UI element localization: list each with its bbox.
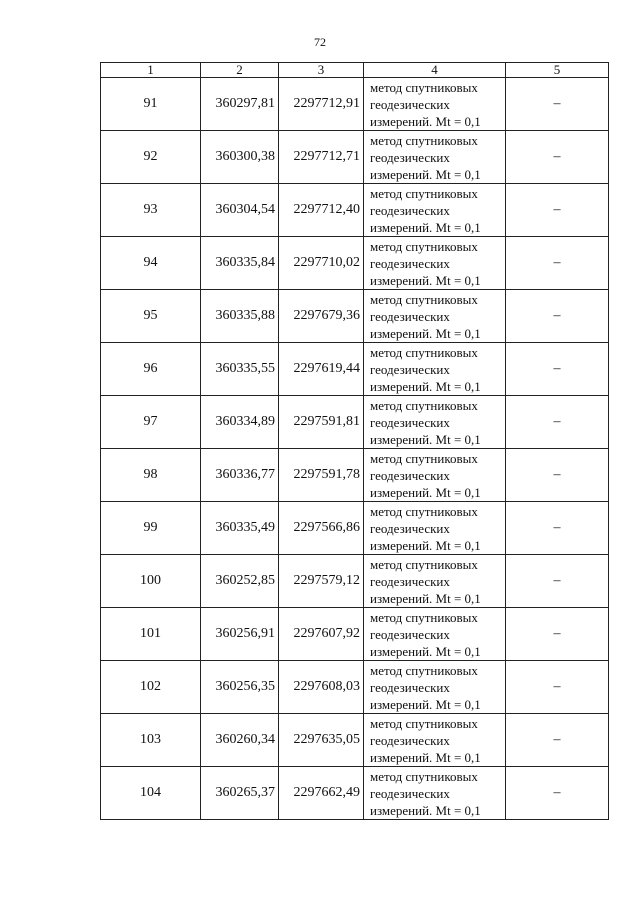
method-line: измерений. Mt = 0,1 bbox=[370, 643, 481, 659]
table-row bbox=[101, 767, 609, 820]
table-row bbox=[101, 237, 609, 290]
table-row bbox=[101, 714, 609, 767]
table-row bbox=[101, 608, 609, 661]
coordinate-y: 2297608,03 bbox=[279, 661, 364, 714]
table-row bbox=[101, 396, 609, 449]
coordinate-x: 360304,54 bbox=[201, 184, 279, 237]
method-description bbox=[364, 661, 506, 714]
table-row bbox=[101, 184, 609, 237]
coordinate-y: 2297566,86 bbox=[279, 502, 364, 555]
coordinate-x: 360256,91 bbox=[201, 608, 279, 661]
coordinate-x: 360260,34 bbox=[201, 714, 279, 767]
method-line: метод спутниковых bbox=[370, 609, 478, 625]
method-line: метод спутниковых bbox=[370, 450, 478, 466]
point-number: 102 bbox=[101, 661, 201, 714]
method-line: геодезических bbox=[370, 520, 450, 536]
method-line: метод спутниковых bbox=[370, 132, 478, 148]
coordinate-y: 2297712,40 bbox=[279, 184, 364, 237]
table-row bbox=[101, 290, 609, 343]
method-line: геодезических bbox=[370, 414, 450, 430]
method-line: метод спутниковых bbox=[370, 291, 478, 307]
method-line: измерений. Mt = 0,1 bbox=[370, 537, 481, 553]
note-cell: – bbox=[506, 449, 609, 502]
method-line: геодезических bbox=[370, 626, 450, 642]
method-description bbox=[364, 502, 506, 555]
coordinate-x: 360335,84 bbox=[201, 237, 279, 290]
coordinate-y: 2297710,02 bbox=[279, 237, 364, 290]
point-number: 97 bbox=[101, 396, 201, 449]
method-line: измерений. Mt = 0,1 bbox=[370, 378, 481, 394]
method-line: метод спутниковых bbox=[370, 79, 478, 95]
note-cell: – bbox=[506, 714, 609, 767]
page-number: 72 bbox=[314, 35, 326, 49]
method-description bbox=[364, 78, 506, 131]
method-line: геодезических bbox=[370, 308, 450, 324]
table-row bbox=[101, 449, 609, 502]
coordinate-y: 2297712,91 bbox=[279, 78, 364, 131]
point-number: 100 bbox=[101, 555, 201, 608]
coordinate-y: 2297607,92 bbox=[279, 608, 364, 661]
coordinate-y: 2297619,44 bbox=[279, 343, 364, 396]
coordinate-x: 360252,85 bbox=[201, 555, 279, 608]
method-line: измерений. Mt = 0,1 bbox=[370, 272, 481, 288]
coordinate-x: 360256,35 bbox=[201, 661, 279, 714]
point-number: 96 bbox=[101, 343, 201, 396]
note-cell: – bbox=[506, 78, 609, 131]
method-line: измерений. Mt = 0,1 bbox=[370, 590, 481, 606]
table-row bbox=[101, 78, 609, 131]
method-line: метод спутниковых bbox=[370, 503, 478, 519]
coordinate-y: 2297679,36 bbox=[279, 290, 364, 343]
point-number: 101 bbox=[101, 608, 201, 661]
method-line: геодезических bbox=[370, 785, 450, 801]
method-line: измерений. Mt = 0,1 bbox=[370, 219, 481, 235]
note-cell: – bbox=[506, 661, 609, 714]
coordinate-x: 360334,89 bbox=[201, 396, 279, 449]
method-line: геодезических bbox=[370, 679, 450, 695]
note-cell: – bbox=[506, 131, 609, 184]
method-line: геодезических bbox=[370, 467, 450, 483]
method-description bbox=[364, 714, 506, 767]
method-line: метод спутниковых bbox=[370, 556, 478, 572]
note-cell: – bbox=[506, 608, 609, 661]
method-line: геодезических bbox=[370, 732, 450, 748]
method-description bbox=[364, 449, 506, 502]
point-number: 92 bbox=[101, 131, 201, 184]
method-description bbox=[364, 237, 506, 290]
point-number: 95 bbox=[101, 290, 201, 343]
method-description bbox=[364, 290, 506, 343]
method-description bbox=[364, 184, 506, 237]
coordinate-x: 360297,81 bbox=[201, 78, 279, 131]
note-cell: – bbox=[506, 343, 609, 396]
method-line: геодезических bbox=[370, 361, 450, 377]
method-line: метод спутниковых bbox=[370, 238, 478, 254]
point-number: 98 bbox=[101, 449, 201, 502]
note-cell: – bbox=[506, 184, 609, 237]
coordinate-y: 2297635,05 bbox=[279, 714, 364, 767]
coordinate-y: 2297662,49 bbox=[279, 767, 364, 820]
table-row bbox=[101, 661, 609, 714]
method-line: геодезических bbox=[370, 255, 450, 271]
method-description bbox=[364, 396, 506, 449]
point-number: 104 bbox=[101, 767, 201, 820]
column-header-4: 4 bbox=[364, 63, 506, 78]
note-cell: – bbox=[506, 237, 609, 290]
point-number: 94 bbox=[101, 237, 201, 290]
note-cell: – bbox=[506, 555, 609, 608]
method-description bbox=[364, 608, 506, 661]
method-line: измерений. Mt = 0,1 bbox=[370, 113, 481, 129]
method-line: метод спутниковых bbox=[370, 715, 478, 731]
table-row bbox=[101, 555, 609, 608]
coordinate-x: 360335,88 bbox=[201, 290, 279, 343]
method-line: измерений. Mt = 0,1 bbox=[370, 696, 481, 712]
coordinate-x: 360336,77 bbox=[201, 449, 279, 502]
point-number: 103 bbox=[101, 714, 201, 767]
note-cell: – bbox=[506, 396, 609, 449]
method-line: геодезических bbox=[370, 202, 450, 218]
point-number: 91 bbox=[101, 78, 201, 131]
method-line: метод спутниковых bbox=[370, 397, 478, 413]
column-header-5: 5 bbox=[506, 63, 609, 78]
point-number: 93 bbox=[101, 184, 201, 237]
coordinate-x: 360335,49 bbox=[201, 502, 279, 555]
method-line: метод спутниковых bbox=[370, 344, 478, 360]
method-line: метод спутниковых bbox=[370, 662, 478, 678]
coordinate-x: 360335,55 bbox=[201, 343, 279, 396]
method-line: метод спутниковых bbox=[370, 185, 478, 201]
method-description bbox=[364, 131, 506, 184]
table-row bbox=[101, 502, 609, 555]
method-line: измерений. Mt = 0,1 bbox=[370, 325, 481, 341]
method-line: измерений. Mt = 0,1 bbox=[370, 749, 481, 765]
method-description bbox=[364, 767, 506, 820]
column-header-2: 2 bbox=[201, 63, 279, 78]
method-line: измерений. Mt = 0,1 bbox=[370, 431, 481, 447]
coordinate-x: 360300,38 bbox=[201, 131, 279, 184]
table-row bbox=[101, 131, 609, 184]
method-line: измерений. Mt = 0,1 bbox=[370, 166, 481, 182]
method-line: геодезических bbox=[370, 573, 450, 589]
method-line: геодезических bbox=[370, 96, 450, 112]
point-number: 99 bbox=[101, 502, 201, 555]
note-cell: – bbox=[506, 290, 609, 343]
method-line: измерений. Mt = 0,1 bbox=[370, 802, 481, 818]
method-description bbox=[364, 555, 506, 608]
coordinate-y: 2297591,81 bbox=[279, 396, 364, 449]
header-row bbox=[101, 63, 609, 78]
coordinates-table bbox=[100, 62, 609, 820]
method-line: метод спутниковых bbox=[370, 768, 478, 784]
column-header-3: 3 bbox=[279, 63, 364, 78]
method-line: геодезических bbox=[370, 149, 450, 165]
coordinate-y: 2297712,71 bbox=[279, 131, 364, 184]
coordinate-x: 360265,37 bbox=[201, 767, 279, 820]
coordinate-y: 2297591,78 bbox=[279, 449, 364, 502]
method-description bbox=[364, 343, 506, 396]
note-cell: – bbox=[506, 767, 609, 820]
note-cell: – bbox=[506, 502, 609, 555]
table-row bbox=[101, 343, 609, 396]
coordinate-y: 2297579,12 bbox=[279, 555, 364, 608]
column-header-1: 1 bbox=[101, 63, 201, 78]
method-line: измерений. Mt = 0,1 bbox=[370, 484, 481, 500]
